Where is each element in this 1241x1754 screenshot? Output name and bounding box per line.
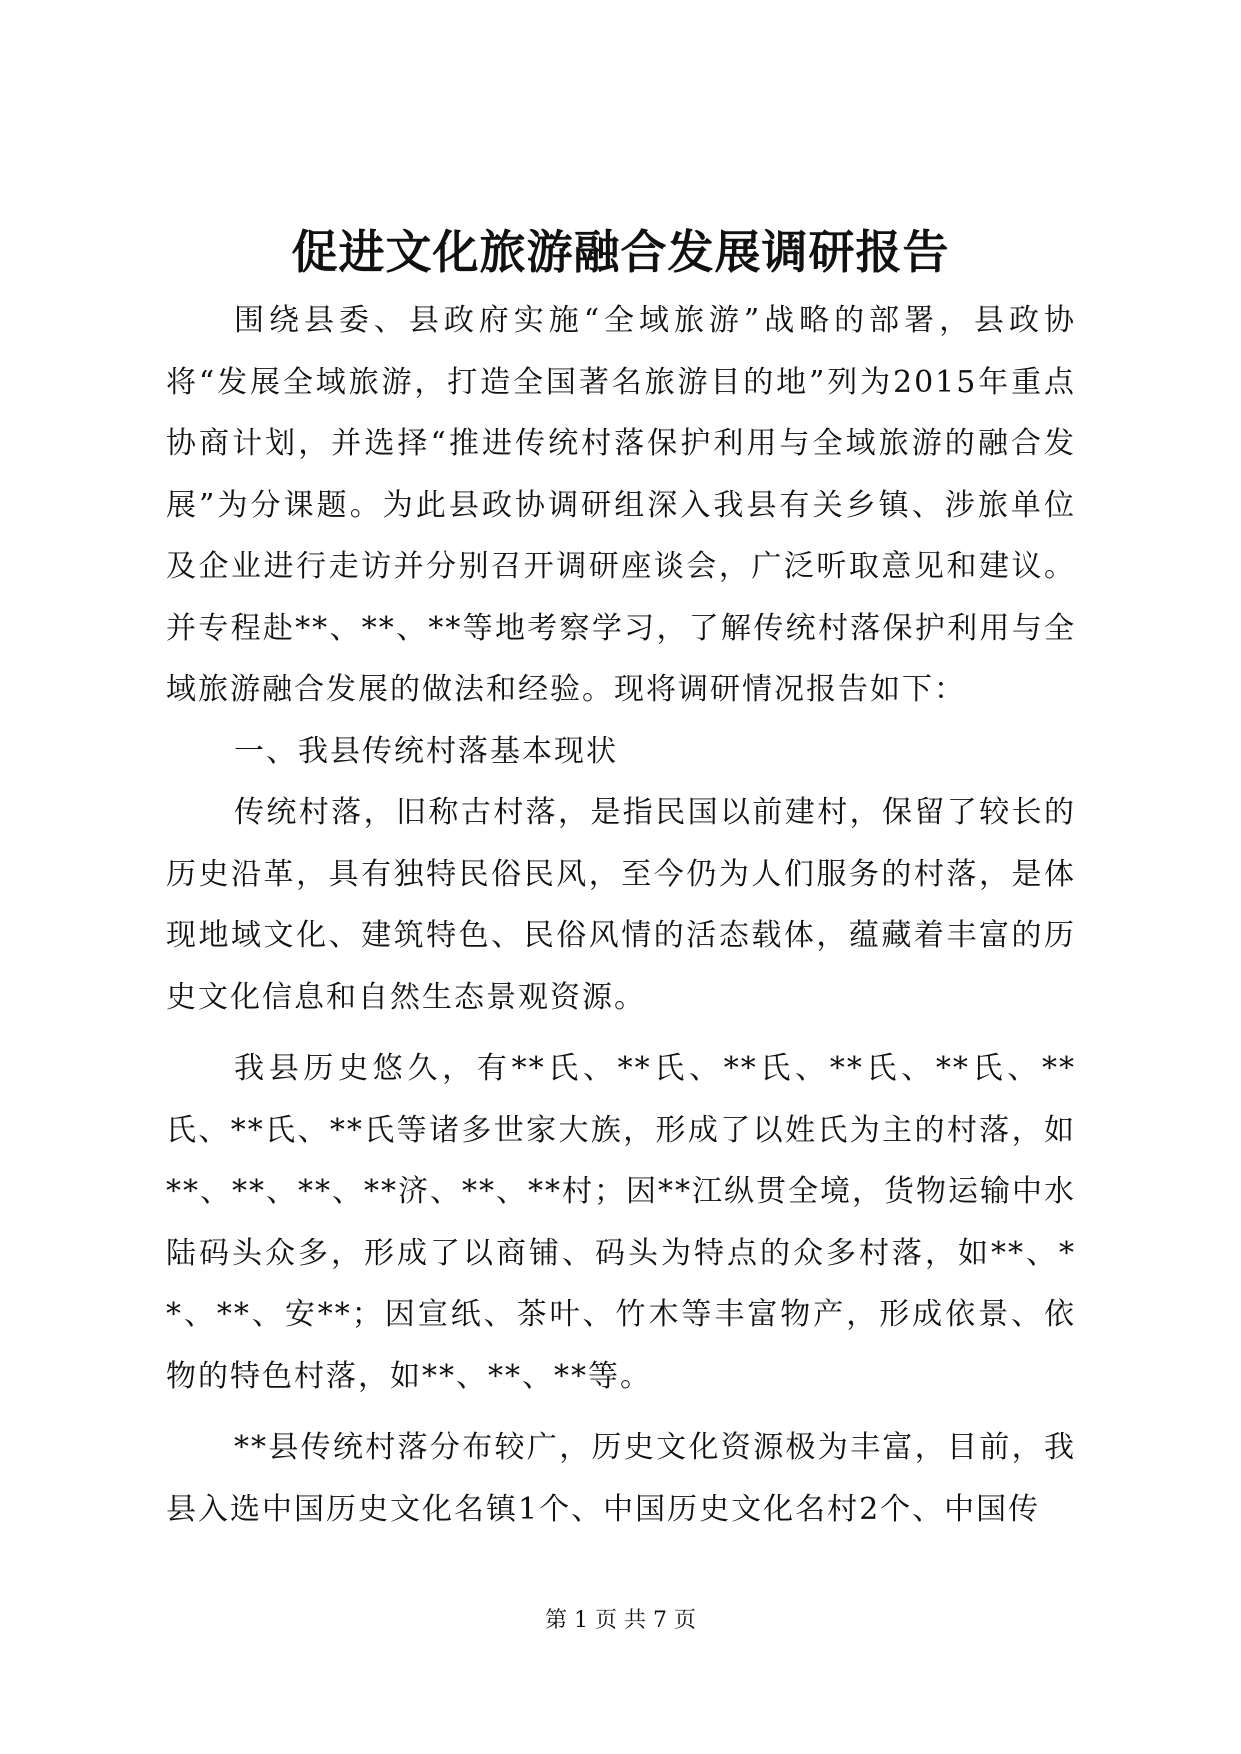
paragraph-intro: 围绕县委、县政府实施“全域旅游”战略的部署，县政协将“发展全域旅游，打造全国著名旅游目的地”列为2015年重点协商计划，并选择“推进传统村落保护利用与全域旅游的融合发展”为分课题。为此县政协调研组深入我县有关乡镇、涉旅单位及企业进行走访并分别召开调研座谈会，广泛听取意见和建议。并专程赴**、**、**等地考察学习，了解传统村落保护利用与全域旅游融合发展的做法和经验。现将调研情况报告如下： (166, 303, 1076, 707)
paragraph-history: 我县历史悠久，有**氏、**氏、**氏、**氏、**氏、**氏、**氏、**氏等诸多世家大族，形成了以姓氏为主的村落，如**、**、**、**济、**、**村；因**江纵贯全境，货物运输中水陆码头众多，形成了以商铺、码头为特点的众多村落，如**、**、**、安**；因宣纸、茶叶、竹木等丰富物产，形成依景、依物的特色村落，如**、**、**等。 (166, 1051, 1076, 1394)
paragraph-distribution: **县传统村落分布较广，历史文化资源极为丰富，目前，我县入选中国历史文化名镇1个、中国历史文化名村2个、中国传 (166, 1430, 1076, 1527)
page-number: 第 1 页 共 7 页 (545, 1608, 696, 1633)
section-heading: 一、我县传统村落基本现状 (234, 733, 618, 769)
document-title: 促进文化旅游融合发展调研报告 (291, 225, 950, 279)
document-body (166, 290, 1076, 1540)
paragraph-definition: 传统村落，旧称古村落，是指民国以前建村，保留了较长的历史沿革，具有独特民俗民风，至今仍为人们服务的村落，是体现地域文化、建筑特色、民俗风情的活态载体，蕴藏着丰富的历史文化信息和自然生态景观资源。 (166, 795, 1076, 1015)
